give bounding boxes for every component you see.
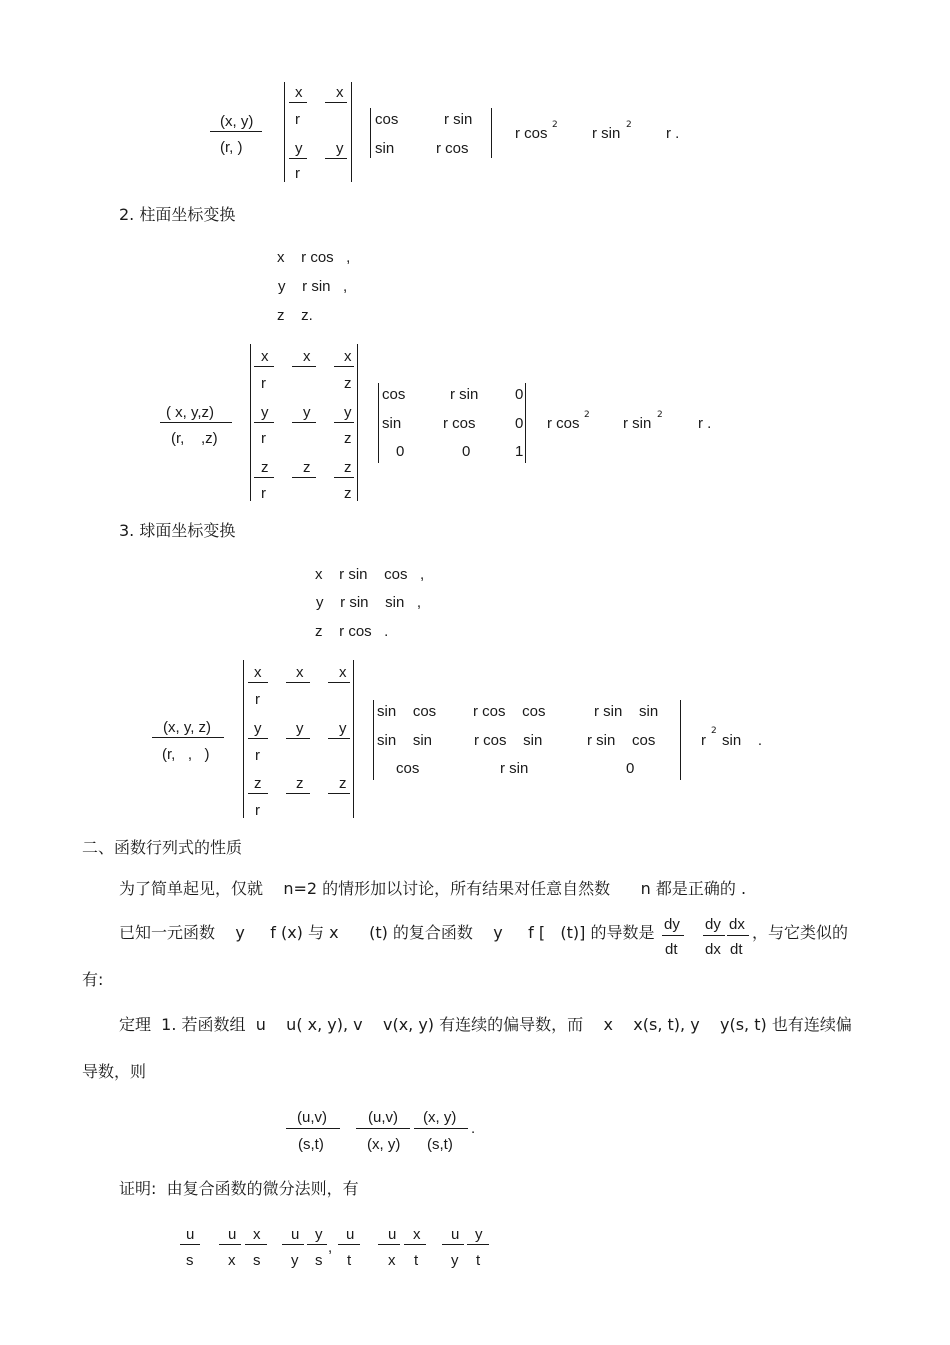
partial-bar bbox=[325, 102, 347, 103]
det-cell: x bbox=[296, 664, 304, 681]
det-cell: x bbox=[295, 84, 303, 101]
frac-numerator: (x, y) bbox=[220, 113, 254, 130]
partial-bar bbox=[248, 738, 268, 739]
det-cell: 0 bbox=[515, 386, 524, 403]
frac-numerator: u bbox=[291, 1226, 300, 1243]
theorem-text: 定理 1. 若函数组 u u( x, y), v v(x, y) 有连续的偏导数，而 x x(s, t), y y(s, t) 也有连续偏 bbox=[119, 1015, 852, 1034]
det-cell: 0 bbox=[515, 415, 524, 432]
frac-numerator: x bbox=[253, 1226, 261, 1243]
frac-denominator: (r, ,z) bbox=[171, 430, 218, 447]
result-term: r sin bbox=[623, 415, 652, 432]
det-bar-right bbox=[351, 82, 352, 182]
frac-numerator: (u,v) bbox=[368, 1109, 398, 1126]
fraction-bar bbox=[282, 1244, 304, 1245]
frac-denominator: s bbox=[315, 1252, 323, 1269]
fraction-bar bbox=[152, 737, 224, 738]
det-cell: sin bbox=[375, 140, 395, 157]
superscript: 2 bbox=[626, 120, 632, 130]
partial-bar bbox=[254, 366, 274, 367]
det-cell: sin sin bbox=[377, 732, 433, 749]
fraction-bar bbox=[160, 422, 232, 423]
proof-text: 证明: 由复合函数的微分法则，有 bbox=[119, 1179, 359, 1198]
equation-line: y r sin , bbox=[278, 278, 348, 295]
det-cell: z bbox=[344, 430, 352, 447]
det-cell: y bbox=[336, 140, 344, 157]
paragraph: 为了简单起见，仅就 n=2 的情形加以讨论，所有结果对任意自然数 n 都是正确的 . bbox=[119, 879, 747, 898]
det-cell: z bbox=[261, 459, 269, 476]
det-cell: cos bbox=[375, 111, 399, 128]
partial-bar bbox=[248, 682, 268, 683]
det-cell: r bbox=[255, 747, 260, 764]
superscript: 2 bbox=[657, 410, 663, 420]
superscript: 2 bbox=[552, 120, 558, 130]
det-cell: r cos cos bbox=[473, 703, 546, 720]
frac-denominator: x bbox=[388, 1252, 396, 1269]
frac-numerator: u bbox=[451, 1226, 460, 1243]
frac-denominator: (x, y) bbox=[367, 1136, 401, 1153]
frac-denominator: t bbox=[414, 1252, 419, 1269]
partial-bar bbox=[325, 158, 347, 159]
partial-bar bbox=[254, 477, 274, 478]
result-term: r cos bbox=[547, 415, 580, 432]
det-bar-left bbox=[284, 82, 285, 182]
equation-line: x r cos , bbox=[277, 249, 351, 266]
fraction-bar bbox=[727, 935, 749, 936]
fraction-bar bbox=[338, 1244, 360, 1245]
det-cell: y bbox=[303, 404, 311, 421]
partial-bar bbox=[334, 366, 354, 367]
frac-denominator: t bbox=[476, 1252, 481, 1269]
det-cell: r bbox=[255, 691, 260, 708]
formula-comma: , bbox=[328, 1239, 333, 1256]
frac-numerator: x bbox=[413, 1226, 421, 1243]
frac-numerator: u bbox=[346, 1226, 355, 1243]
frac-denominator: t bbox=[347, 1252, 352, 1269]
det-bar-left bbox=[243, 660, 244, 818]
fraction-bar bbox=[467, 1244, 489, 1245]
partial-bar bbox=[292, 477, 316, 478]
det-cell: sin cos bbox=[377, 703, 437, 720]
frac-numerator: (x, y, z) bbox=[163, 719, 212, 736]
det-cell: 0 bbox=[396, 443, 405, 460]
fraction-bar bbox=[307, 1244, 327, 1245]
det-bar-right bbox=[357, 344, 358, 501]
result-term: r . bbox=[698, 415, 712, 432]
det-cell: y bbox=[254, 720, 262, 737]
frac-denominator: s bbox=[186, 1252, 194, 1269]
fraction-bar bbox=[703, 935, 725, 936]
det-cell: x bbox=[261, 348, 269, 365]
det-cell: z bbox=[344, 459, 352, 476]
det-bar-left bbox=[370, 108, 371, 158]
det-cell: y bbox=[344, 404, 352, 421]
fraction-bar bbox=[245, 1244, 267, 1245]
frac-numerator: y bbox=[315, 1226, 323, 1243]
frac-denominator: dx bbox=[705, 941, 721, 958]
det-cell: y bbox=[295, 140, 303, 157]
det-cell: r cos bbox=[436, 140, 469, 157]
partial-bar bbox=[289, 158, 307, 159]
det-cell: x bbox=[254, 664, 262, 681]
det-cell: y bbox=[261, 404, 269, 421]
result-term: sin . bbox=[722, 732, 763, 749]
det-bar-left bbox=[250, 344, 251, 501]
det-bar-right bbox=[353, 660, 354, 818]
paragraph: ，与它类似的 bbox=[752, 923, 849, 942]
det-cell: r sin bbox=[500, 760, 529, 777]
result-term: r sin bbox=[592, 125, 621, 142]
det-cell: r sin bbox=[450, 386, 479, 403]
det-cell: r bbox=[295, 111, 300, 128]
partial-bar bbox=[248, 793, 268, 794]
section-title: 2. 柱面坐标变换 bbox=[119, 205, 236, 224]
det-bar-left bbox=[373, 700, 374, 780]
section-title: 3. 球面坐标变换 bbox=[119, 521, 236, 540]
det-cell: x bbox=[339, 664, 347, 681]
det-cell: r sin sin bbox=[594, 703, 659, 720]
frac-numerator: (x, y) bbox=[423, 1109, 457, 1126]
frac-denominator: dt bbox=[730, 941, 743, 958]
partial-bar bbox=[328, 793, 350, 794]
det-cell: sin bbox=[382, 415, 402, 432]
det-bar-right bbox=[680, 700, 681, 780]
det-bar-right bbox=[525, 383, 526, 463]
frac-numerator: (u,v) bbox=[297, 1109, 327, 1126]
det-cell: z bbox=[254, 775, 262, 792]
det-cell: z bbox=[344, 485, 352, 502]
partial-bar bbox=[289, 102, 307, 103]
equation-line: x r sin cos , bbox=[315, 566, 425, 583]
det-cell: y bbox=[296, 720, 304, 737]
frac-denominator: dt bbox=[665, 941, 678, 958]
partial-bar bbox=[292, 366, 316, 367]
partial-bar bbox=[328, 738, 350, 739]
det-cell: r bbox=[255, 802, 260, 819]
formula-dot: . bbox=[471, 1120, 476, 1137]
frac-numerator: dy bbox=[705, 916, 721, 933]
frac-numerator: dx bbox=[729, 916, 745, 933]
result-term: r bbox=[701, 732, 706, 749]
partial-bar bbox=[286, 682, 310, 683]
det-cell: 0 bbox=[462, 443, 471, 460]
frac-numerator: y bbox=[475, 1226, 483, 1243]
fraction-bar bbox=[378, 1244, 400, 1245]
det-cell: 1 bbox=[515, 443, 524, 460]
det-cell: x bbox=[344, 348, 352, 365]
det-cell: r sin cos bbox=[587, 732, 656, 749]
det-cell: r bbox=[261, 430, 266, 447]
fraction-bar bbox=[442, 1244, 464, 1245]
det-cell: r cos sin bbox=[474, 732, 543, 749]
det-cell: 0 bbox=[626, 760, 635, 777]
fraction-bar bbox=[356, 1128, 410, 1129]
paragraph: 已知一元函数 y f (x) 与 x (t) 的复合函数 y f [ (t)] 的导数是 bbox=[119, 923, 655, 942]
frac-denominator: (s,t) bbox=[298, 1136, 324, 1153]
superscript: 2 bbox=[584, 410, 590, 420]
det-cell: r bbox=[295, 165, 300, 182]
fraction-bar bbox=[404, 1244, 426, 1245]
paragraph: 有: bbox=[82, 970, 104, 989]
det-cell: r sin bbox=[444, 111, 473, 128]
det-cell: x bbox=[336, 84, 344, 101]
det-cell: z bbox=[303, 459, 311, 476]
partial-bar bbox=[286, 738, 310, 739]
frac-numerator: dy bbox=[664, 916, 680, 933]
fraction-bar bbox=[286, 1128, 340, 1129]
det-bar-right bbox=[491, 108, 492, 158]
partial-bar bbox=[334, 477, 354, 478]
partial-bar bbox=[334, 422, 354, 423]
fraction-bar bbox=[210, 131, 262, 132]
fraction-bar bbox=[662, 935, 684, 936]
partial-bar bbox=[328, 682, 350, 683]
det-cell: z bbox=[344, 375, 352, 392]
frac-denominator: (r, , ) bbox=[162, 746, 210, 763]
det-cell: r cos bbox=[443, 415, 476, 432]
equation-line: z r cos . bbox=[315, 623, 389, 640]
det-cell: cos bbox=[396, 760, 420, 777]
frac-denominator: y bbox=[451, 1252, 459, 1269]
det-bar-left bbox=[378, 383, 379, 463]
fraction-bar bbox=[414, 1128, 468, 1129]
section-heading: 二、函数行列式的性质 bbox=[82, 838, 243, 857]
partial-bar bbox=[254, 422, 274, 423]
det-cell: y bbox=[339, 720, 347, 737]
frac-denominator: y bbox=[291, 1252, 299, 1269]
det-cell: z bbox=[296, 775, 304, 792]
det-cell: x bbox=[303, 348, 311, 365]
theorem-text: 导数，则 bbox=[82, 1062, 147, 1081]
frac-denominator: (s,t) bbox=[427, 1136, 453, 1153]
equation-line: z z. bbox=[277, 307, 313, 324]
frac-denominator: (r, ) bbox=[220, 139, 243, 156]
frac-denominator: x bbox=[228, 1252, 236, 1269]
det-cell: z bbox=[339, 775, 347, 792]
result-term: r cos bbox=[515, 125, 548, 142]
result-term: r . bbox=[666, 125, 680, 142]
det-cell: r bbox=[261, 485, 266, 502]
frac-numerator: u bbox=[186, 1226, 195, 1243]
det-cell: cos bbox=[382, 386, 406, 403]
frac-numerator: ( x, y,z) bbox=[166, 404, 215, 421]
frac-numerator: u bbox=[388, 1226, 397, 1243]
det-cell: r bbox=[261, 375, 266, 392]
partial-bar bbox=[292, 422, 316, 423]
frac-numerator: u bbox=[228, 1226, 237, 1243]
frac-denominator: s bbox=[253, 1252, 261, 1269]
fraction-bar bbox=[219, 1244, 241, 1245]
superscript: 2 bbox=[711, 726, 717, 736]
equation-line: y r sin sin , bbox=[316, 594, 422, 611]
partial-bar bbox=[286, 793, 310, 794]
fraction-bar bbox=[180, 1244, 200, 1245]
